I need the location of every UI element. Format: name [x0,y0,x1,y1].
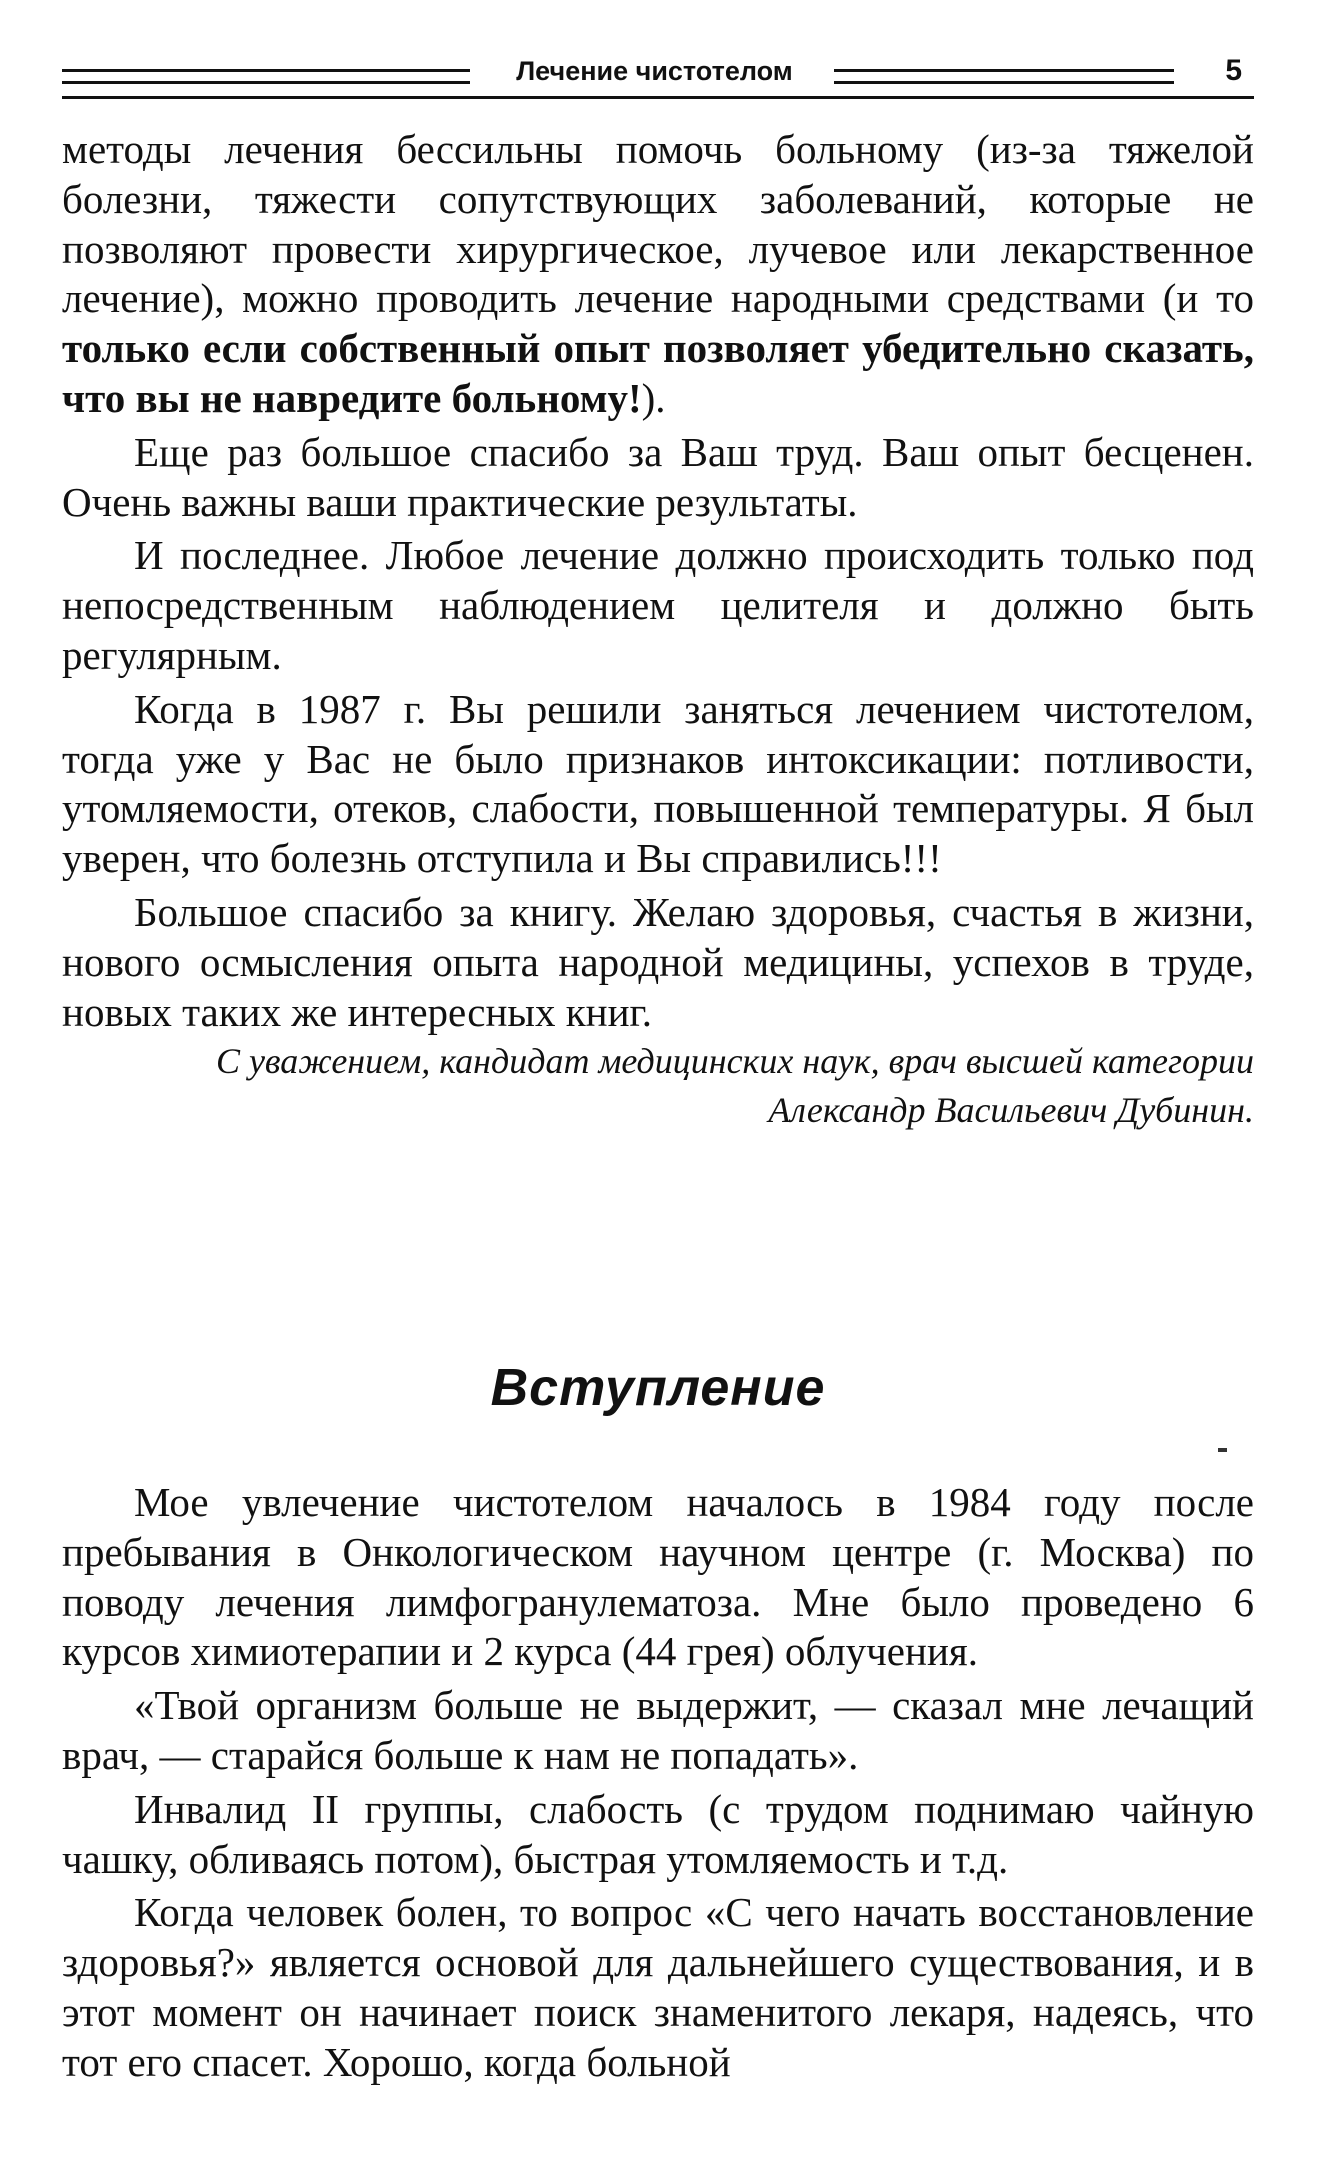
section-heading: Вступление [490,1359,826,1417]
letter-paragraph-5: Большое спасибо за книгу. Желаю здоровья, счастья в жизни, нового осмысления опыта народной медицины, успехов в труде, новых таких же интересных книг. [62,888,1254,1035]
letter-p1-text: методы лечения бессильны помочь больному (из-за тяжелой болезни, тяжести сопутствующих заболеваний, которые не позволяют провести хирургическое, лучевое или лекарственное лечение), можно проводить лечение народными средствами (и то [62,126,1254,322]
section-paragraph-4: Когда человек болен, то вопрос «С чего начать восстановление здоровья?» является основой для дальнейшего существования, и в этот момент он начинает поиск знаменитого лекаря, надеясь, что тот его спасет. Хорошо, когда больной [62,1889,1254,2085]
letter-p1-bold: только если собственный опыт позволяет убедительно сказать, что вы не навредите больному! [62,325,1254,421]
letter-text [62,125,1254,1135]
header-double-rule-left [62,69,470,84]
section-paragraph-2: «Твой организм больше не выдержит, — сказал мне лечащий врач, — старайся больше к нам не попадать». [62,1682,1254,1778]
letter-paragraph-1 [62,125,1254,424]
page-number: 5 [1225,54,1242,87]
letter-paragraph-3: И последнее. Любое лечение должно происходить только под непосредственным наблюдением целителя и должно быть регулярным. [62,532,1254,678]
print-speck [1218,1448,1227,1452]
signature-title: С уважением, кандидат медицинских наук, врач высшей категории [215,1041,1254,1082]
signature-name: Александр Васильевич Дубинин. [768,1090,1254,1131]
header-double-rule-right [834,69,1174,84]
section-paragraph-3: Инвалид II группы, слабость (с трудом поднимаю чайную чашку, обливаясь потом), быстрая утомляемость и т.д. [62,1785,1254,1882]
section-text [62,1478,1254,2088]
section-paragraph-1: Мое увлечение чистотелом началось в 1984 году после пребывания в Онкологическом научном центре (г. Москва) по поводу лечения лимфогранулематоза. Мне было проведено 6 курсов химиотерапии и 2 курса (44 грея) облучения. [62,1479,1254,1675]
letter-paragraph-4: Когда в 1987 г. Вы решили заняться лечением чистотелом, тогда уже у Вас не было признаков интоксикации: потливости, утомляемости, отеков, слабости, повышенной температуры. Я был уверен, что болезнь отступила и Вы справились!!! [62,685,1254,882]
letter-paragraph-2: Еще раз большое спасибо за Ваш труд. Ваш опыт бесценен. Очень важны ваши практические результаты. [62,428,1254,525]
header-underline [62,96,1254,99]
running-header-title: Лечение чистотелом [516,56,793,86]
running-header [62,54,1254,100]
letter-p1-end: ). [641,374,666,421]
